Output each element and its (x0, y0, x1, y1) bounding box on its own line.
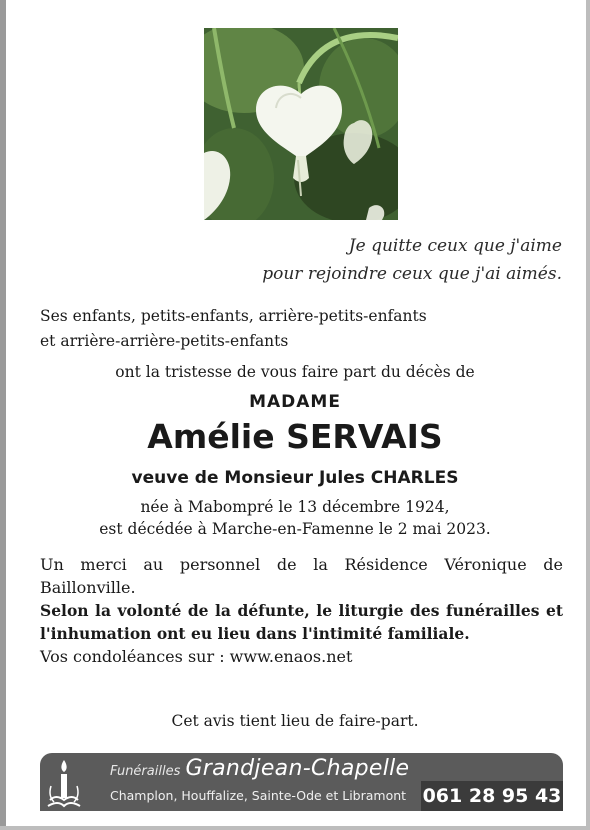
brand-company: Grandjean-Chapelle (185, 756, 410, 781)
funeral-home-name (110, 756, 409, 781)
thanks-paragraph: Un merci au personnel de la Résidence Véronique de Baillonville. (40, 555, 563, 597)
notice-text: Cet avis tient lieu de faire-part. (171, 712, 419, 730)
flower-photo (204, 28, 398, 220)
phone-number: 061 28 95 43 (421, 781, 563, 811)
family-line-1: Ses enfants, petits-enfants, arrière-petits-enfants (40, 307, 427, 325)
deceased-name: Amélie SERVAIS (147, 417, 443, 456)
family-members (40, 304, 560, 354)
bleeding-heart-flower-icon (204, 28, 398, 220)
death-info: est décédée à Marche-en-Famenne le 2 mai 2023. (99, 520, 491, 538)
quote-line-2: pour rejoindre ceux que j'ai aimés. (262, 264, 562, 284)
candle-icon (46, 756, 82, 810)
life-dates (0, 496, 590, 540)
deceased-title: MADAME (249, 392, 341, 412)
widow-of: veuve de Monsieur Jules CHARLES (131, 468, 459, 488)
birth-info: née à Mabompré le 13 décembre 1924, (140, 498, 450, 516)
obituary-body (40, 553, 563, 668)
condolences-line: Vos condoléances sur : www.enaos.net (40, 647, 353, 666)
family-line-2: et arrière-arrière-petits-enfants (40, 332, 289, 350)
epitaph-quote (162, 232, 562, 288)
bottom-border (0, 826, 590, 830)
announcement-text: ont la tristesse de vous faire part du décès de (115, 363, 475, 381)
funeral-paragraph: Selon la volonté de la défunte, le liturgie des funérailles et l'inhumation ont eu lieu dans l'intimité familiale. (40, 601, 563, 643)
quote-line-1: Je quitte ceux que j'aime (348, 236, 562, 256)
funeral-home-banner (40, 753, 563, 811)
brand-prefix: Funérailles (110, 764, 181, 779)
funeral-home-locations: Champlon, Houffalize, Sainte-Ode et Libramont (110, 788, 407, 803)
